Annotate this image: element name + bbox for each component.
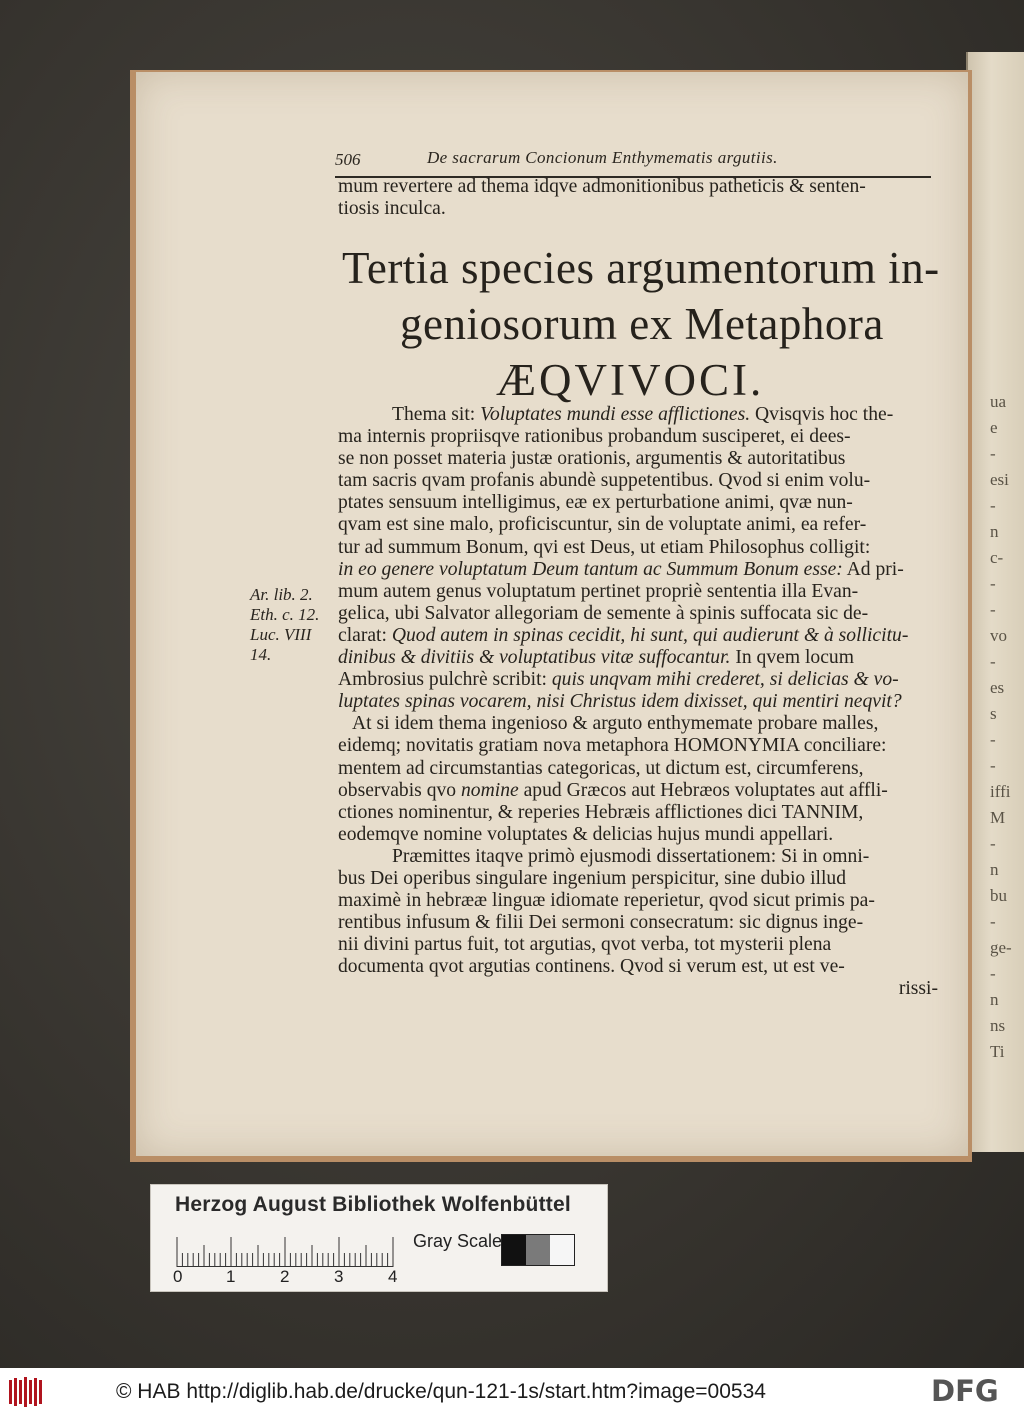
italic-segment: luptates spinas vocarem, nisi Christus idem dixisset, qui mentiri neqvit? (338, 691, 902, 713)
adjacent-page-fragment: - (990, 600, 996, 619)
hab-logo-icon (8, 1376, 46, 1408)
text-segment: clarat: (338, 624, 392, 646)
text-line (338, 470, 938, 492)
heading-line: Tertia species argumentorum in- (342, 243, 940, 293)
text-segment: tur ad summum Bonum, qvi est Deus, ut etiam Philosophus colligit: (338, 536, 871, 558)
adjacent-page-fragment: esi (990, 470, 1009, 489)
adjacent-page-fragment: - (990, 730, 996, 749)
adjacent-page-fragment: - (990, 652, 996, 671)
text-segment: apud Græcos aut Hebræos voluptates aut affli- (518, 779, 888, 801)
text-line (338, 404, 938, 426)
text-line (338, 492, 938, 514)
text-segment: Thema sit: (392, 404, 481, 425)
adjacent-page-fragment: n (990, 522, 999, 541)
ruler-number: 4 (388, 1267, 398, 1286)
adjacent-page-fragment: - (990, 912, 996, 931)
adjacent-page-fragment: vo (990, 626, 1007, 645)
adjacent-page-fragment: - (990, 444, 996, 463)
adjacent-page-fragment: - (990, 574, 996, 593)
ruler-number: 2 (280, 1267, 290, 1286)
color-scale-card (150, 1184, 608, 1292)
adjacent-page-fragment: - (990, 964, 996, 983)
text-line: mum revertere ad thema idqve admonitionibus patheticis & senten- (338, 176, 866, 197)
margin-notes (250, 585, 350, 665)
text-line (338, 625, 938, 647)
text-line (338, 691, 938, 713)
adjacent-page-fragment: Ti (990, 1042, 1005, 1061)
text-line (338, 868, 938, 890)
adjacent-page-fragment: ns (990, 1016, 1006, 1035)
gray-swatch-block (550, 1235, 574, 1265)
adjacent-page-fragment: bu (990, 886, 1007, 905)
text-line (338, 735, 938, 757)
italic-segment: in eo genere voluptatum Deum tantum ac Summum Bonum esse: (338, 558, 843, 580)
text-segment: Ambrosius pulchrè scribit: (338, 669, 552, 691)
italic-segment: quis unqvam mihi crederet, si delicias & vo- (551, 669, 899, 691)
text-segment: mentem ad circumstantias categoricas, ut dictum est, circumferens, (338, 757, 864, 779)
scale-card-title: Herzog August Bibliothek Wolfenbüttel (175, 1193, 571, 1216)
footer-bar (0, 1368, 1024, 1416)
page-number: 506 (335, 150, 361, 169)
gray-scale-swatch (501, 1234, 575, 1266)
text-line (338, 890, 938, 912)
adjacent-page-fragment: n (990, 860, 999, 879)
copyright-link[interactable]: © HAB http://diglib.hab.de/drucke/qun-121-1s/start.htm?image=00534 (116, 1380, 766, 1403)
text-segment: Qvisqvis hoc the- (750, 404, 894, 425)
heading-line: geniosorum ex Metaphora (400, 299, 884, 349)
text-line (338, 780, 938, 802)
text-segment: tam sacris qvam profanis abundè suppetentibus. Qvod si enim volu- (338, 470, 871, 492)
text-segment: eodemqve nomine voluptates & delicias hujus mundi appellari. (338, 823, 834, 845)
running-head-title: De sacrarum Concionum Enthymematis argutiis. (427, 148, 778, 167)
text-line (338, 912, 938, 934)
text-line (338, 426, 938, 448)
italic-segment: nomine (461, 779, 519, 801)
text-line (338, 603, 938, 625)
adjacent-page-fragment: - (990, 756, 996, 775)
text-line (338, 934, 938, 956)
adjacent-page-fragment: c- (990, 548, 1004, 567)
text-segment: maximè in hebrææ linguæ idiomate reperietur, qvod sicut primis pa- (338, 890, 875, 912)
italic-segment: Quod autem in spinas cecidit, hi sunt, qui audierunt & à sollicitu- (391, 624, 909, 646)
text-segment: In qvem locum (730, 647, 854, 669)
top-text-lines (338, 176, 938, 220)
text-segment: bus Dei operibus singulare ingenium perspicitur, sine dubio illud (338, 867, 847, 889)
ruler-number: 3 (334, 1267, 344, 1286)
text-segment: eidemq; novitatis gratiam nova metaphora HOMONYMIA conciliare: (338, 735, 887, 757)
text-segment: observabis qvo (338, 779, 461, 801)
text-line (338, 581, 938, 603)
adjacent-page-fragment: n (990, 990, 999, 1009)
margin-note: Eth. c. 12. (250, 605, 320, 624)
text-line (338, 956, 938, 978)
gray-swatch-block (526, 1235, 550, 1265)
body-text (338, 404, 938, 1001)
text-segment: mum autem genus voluptatum pertinet propriè sententia illa Evan- (338, 580, 859, 602)
text-line (338, 669, 938, 691)
adjacent-page-fragment: M (990, 808, 1006, 827)
italic-segment: dinibus & divitiis & voluptatibus vitæ suffocantur. (338, 647, 731, 669)
text-line (338, 537, 938, 559)
text-segment: se non posset materia justæ orationis, argumentis & autoritatibus (338, 448, 846, 470)
text-line (338, 824, 938, 846)
text-segment: nii divini partus fuit, tot argutias, qvot verba, tot mysterii plena (338, 934, 832, 956)
text-line (338, 514, 938, 536)
adjacent-page-fragment: s (990, 704, 997, 723)
text-segment: rentibus infusum & filii Dei sermoni consecratum: sic dignus inge- (338, 912, 864, 934)
text-segment: ptates sensuum intelligimus, eæ ex perturbatione animi, qvæ nun- (338, 492, 853, 514)
running-head (335, 146, 931, 178)
text-line (338, 978, 938, 1000)
text-segment: gelica, ubi Salvator allegoriam de semente à spinis suffocata sic de- (338, 602, 869, 624)
text-segment: Ad pri- (842, 558, 904, 580)
text-segment: ctiones nominentur, & reperies Hebræis afflictiones dici TANNIM, (338, 801, 864, 823)
text-segment: At si idem thema ingenioso & arguto enthymemate probare malles, (352, 713, 879, 735)
text-line (338, 846, 938, 868)
text-segment: ma internis propriisqve rationibus probandum susciperet, ei dees- (338, 426, 851, 448)
text-line (338, 448, 938, 470)
heading-line: ÆQVIVOCI. (496, 355, 765, 405)
adjacent-page-fragment: - (990, 834, 996, 853)
dfg-logo: DFG (931, 1374, 999, 1408)
text-line (338, 758, 938, 780)
ruler-icon (175, 1235, 399, 1267)
gray-swatch-block (502, 1235, 526, 1265)
text-segment: qvam est sine malo, proficiscuntur, sin de voluptate animi, ea refer- (338, 514, 867, 536)
margin-note: Luc. VIII (250, 625, 312, 644)
margin-note: Ar. lib. 2. (250, 585, 313, 604)
text-line (338, 647, 938, 669)
text-segment: Præmittes itaqve primò ejusmodi dissertationem: Si in omni- (392, 845, 870, 867)
adjacent-page-edge (966, 52, 1024, 1152)
adjacent-page-fragment: iffi (990, 782, 1011, 801)
text-line: tiosis inculca. (338, 198, 446, 220)
adjacent-page-fragment: es (990, 678, 1005, 697)
text-segment: rissi- (898, 978, 938, 1000)
ruler-number: 0 (173, 1267, 183, 1286)
text-line (338, 559, 938, 581)
text-line (338, 802, 938, 824)
gray-scale-label: Gray Scale (413, 1231, 503, 1251)
margin-note: 14. (250, 645, 272, 664)
section-heading (338, 240, 938, 408)
adjacent-page-fragment: ua (990, 392, 1007, 411)
italic-segment: Voluptates mundi esse afflictiones. (480, 404, 751, 425)
adjacent-page-fragment: ge- (990, 938, 1012, 957)
text-segment: documenta qvot argutias continens. Qvod si verum est, ut est ve- (338, 956, 845, 978)
adjacent-page-fragment: e (990, 418, 998, 437)
adjacent-page-fragment: - (990, 496, 996, 515)
text-line (338, 713, 938, 735)
ruler-number: 1 (226, 1267, 236, 1286)
